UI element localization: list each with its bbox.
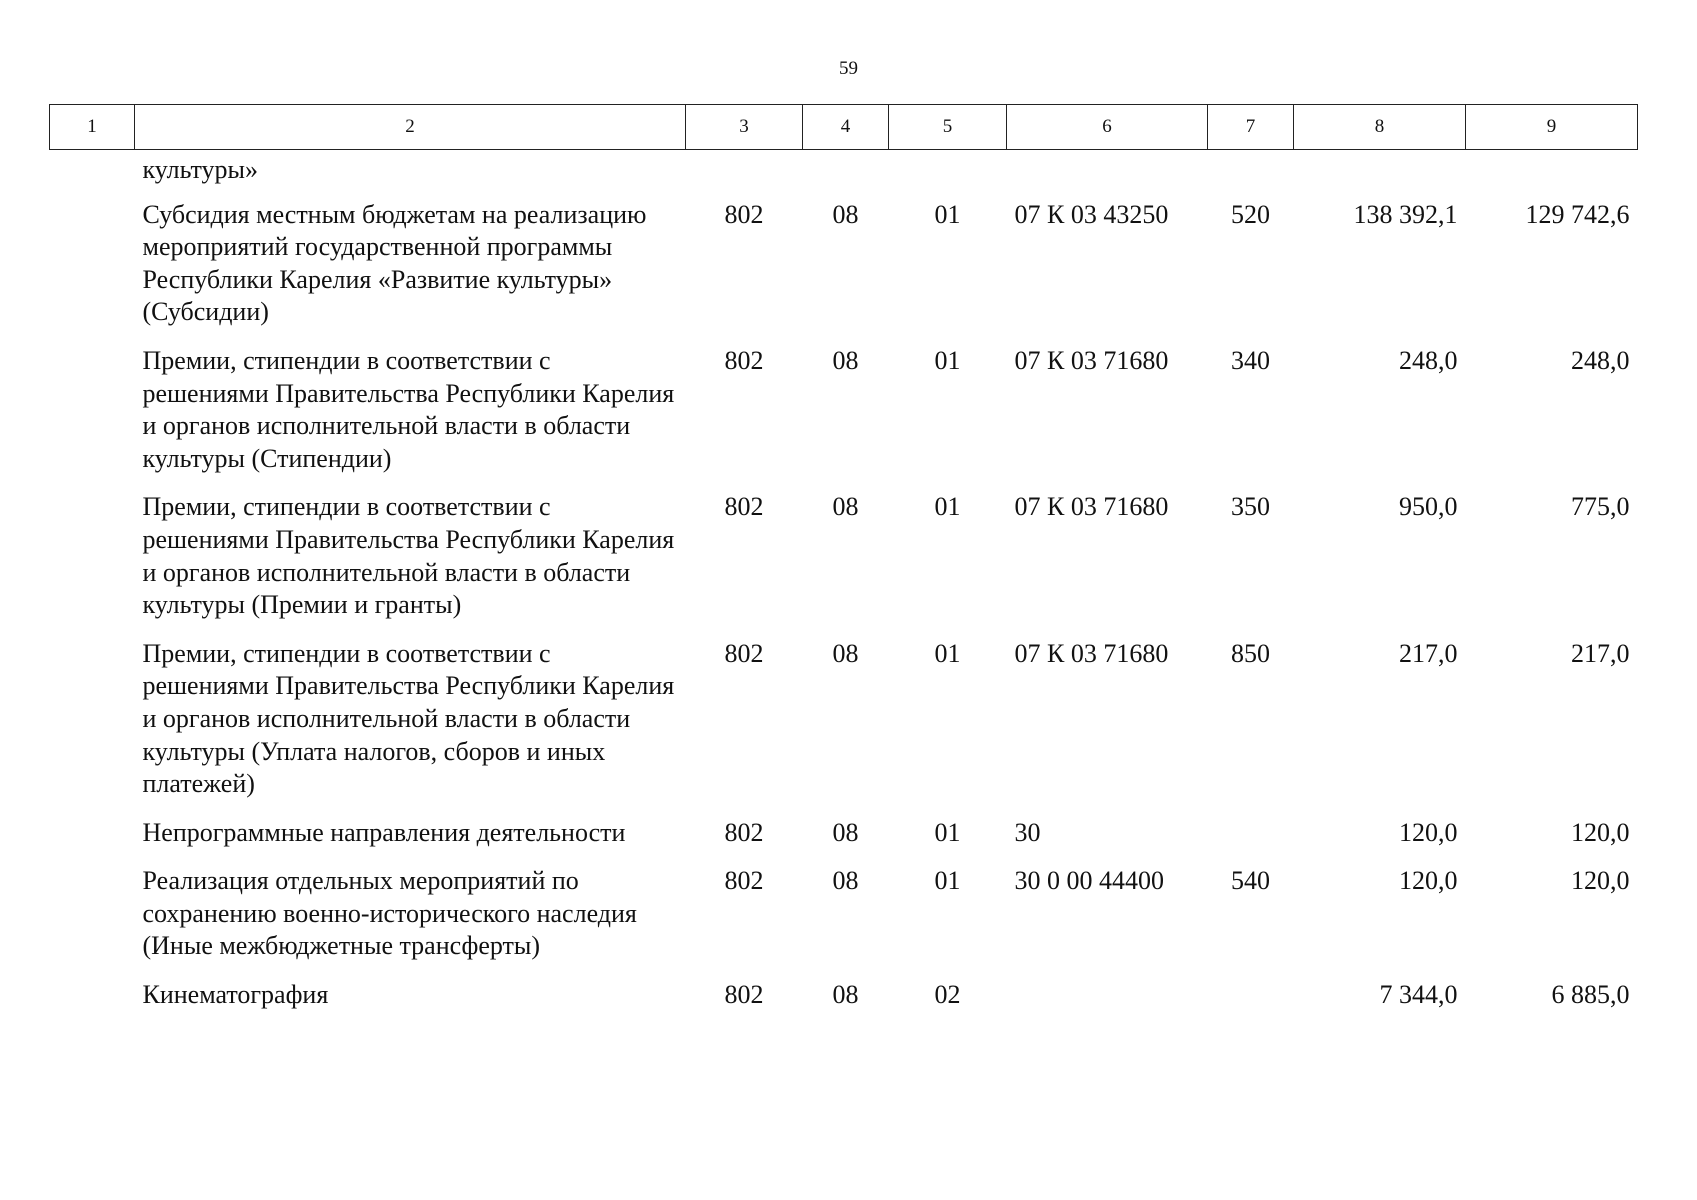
cell-expense-type: 350 <box>1231 492 1270 522</box>
cell-ministry: 802 <box>724 638 764 668</box>
cell-subsection: 01 <box>934 866 961 896</box>
cell-target-code: 07 К 03 43250 <box>1014 199 1169 229</box>
table-row <box>50 630 1638 809</box>
column-header: 9 <box>1466 105 1638 150</box>
cell-amount-2: 6 885,0 <box>1551 980 1630 1010</box>
table-row <box>50 483 1638 629</box>
cell-amount-2: 248,0 <box>1571 345 1630 375</box>
cell-section: 08 <box>832 199 859 229</box>
cell-ministry: 802 <box>724 980 764 1010</box>
cell-amount-1: 120,0 <box>1399 866 1458 896</box>
cell-section: 08 <box>832 345 859 375</box>
cell-subsection: 01 <box>934 492 961 522</box>
cell-target-code <box>1007 971 1208 1020</box>
cell-amount-1: 138 392,1 <box>1353 199 1458 229</box>
cell-subsection: 01 <box>934 638 961 668</box>
cell-expense-type <box>1208 971 1294 1020</box>
cell-ministry: 802 <box>724 199 764 229</box>
cell-expense-type: 850 <box>1231 638 1270 668</box>
cell-subsection: 02 <box>934 980 961 1010</box>
cell-subsection: 01 <box>934 345 961 375</box>
row-name: Кинематография <box>142 980 329 1010</box>
cell-amount-1: 120,0 <box>1399 817 1458 847</box>
cell-subsection: 01 <box>934 817 961 847</box>
column-header: 1 <box>50 105 135 150</box>
column-header: 8 <box>1294 105 1466 150</box>
row-name: Премии, стипендии в соответствии с решениями Правительства Республики Карелия и органов исполнительной власти в области культуры (Стипендии) <box>142 345 675 473</box>
row-name: Субсидия местным бюджетам на реализацию мероприятий государственной программы Республики Карелия «Развитие культуры» (Субсидии) <box>142 199 647 327</box>
row-name: Реализация отдельных мероприятий по сохранению военно-исторического наследия (Иные межбюджетные трансферты) <box>142 866 637 961</box>
cell-ministry: 802 <box>724 492 764 522</box>
cell-amount-1: 248,0 <box>1399 345 1458 375</box>
cell-ministry: 802 <box>724 866 764 896</box>
table-row <box>50 191 1638 337</box>
cell-expense-type <box>1208 809 1294 858</box>
column-header: 2 <box>135 105 686 150</box>
header-row <box>50 105 1638 150</box>
cell-section: 08 <box>832 817 859 847</box>
cell-amount-2: 775,0 <box>1571 492 1630 522</box>
column-header: 6 <box>1007 105 1208 150</box>
cell-target-code: 30 0 00 44400 <box>1014 866 1164 896</box>
cell-amount-1: 217,0 <box>1399 638 1458 668</box>
cell-amount-1: 950,0 <box>1399 492 1458 522</box>
row-name: Премии, стипендии в соответствии с решениями Правительства Республики Карелия и органов исполнительной власти в области культуры (Уплата налогов, сборов и иных платежей) <box>142 638 675 799</box>
cell-amount-1: 7 344,0 <box>1379 980 1458 1010</box>
cell-amount-2: 120,0 <box>1571 866 1630 896</box>
table-row <box>50 337 1638 483</box>
cell-target-code: 07 К 03 71680 <box>1014 492 1169 522</box>
cell-target-code: 07 К 03 71680 <box>1014 638 1169 668</box>
cell-section: 08 <box>832 866 859 896</box>
cell-expense-type: 340 <box>1231 345 1270 375</box>
cell-amount-2: 120,0 <box>1571 817 1630 847</box>
row-name: Премии, стипендии в соответствии с решениями Правительства Республики Карелия и органов исполнительной власти в области культуры (Премии и гранты) <box>142 492 675 620</box>
budget-table <box>49 104 1638 1020</box>
column-header: 7 <box>1208 105 1294 150</box>
cell-section: 08 <box>832 492 859 522</box>
continuation-text: культуры» <box>142 155 258 184</box>
column-header: 5 <box>889 105 1007 150</box>
cell-amount-2: 217,0 <box>1571 638 1630 668</box>
cell-target-code: 30 <box>1014 817 1041 847</box>
continuation-row <box>50 150 1638 191</box>
cell-expense-type: 540 <box>1231 866 1270 896</box>
column-header: 4 <box>803 105 889 150</box>
page-number: 59 <box>839 58 858 79</box>
cell-ministry: 802 <box>724 345 764 375</box>
table-row <box>50 971 1638 1020</box>
column-header: 3 <box>686 105 803 150</box>
cell-expense-type: 520 <box>1231 199 1270 229</box>
cell-target-code: 07 К 03 71680 <box>1014 345 1169 375</box>
row-name: Непрограммные направления деятельности <box>142 817 626 847</box>
cell-subsection: 01 <box>934 199 961 229</box>
cell-ministry: 802 <box>724 817 764 847</box>
table-row <box>50 809 1638 858</box>
cell-amount-2: 129 742,6 <box>1525 199 1630 229</box>
cell-section: 08 <box>832 980 859 1010</box>
table-row <box>50 857 1638 971</box>
cell-section: 08 <box>832 638 859 668</box>
